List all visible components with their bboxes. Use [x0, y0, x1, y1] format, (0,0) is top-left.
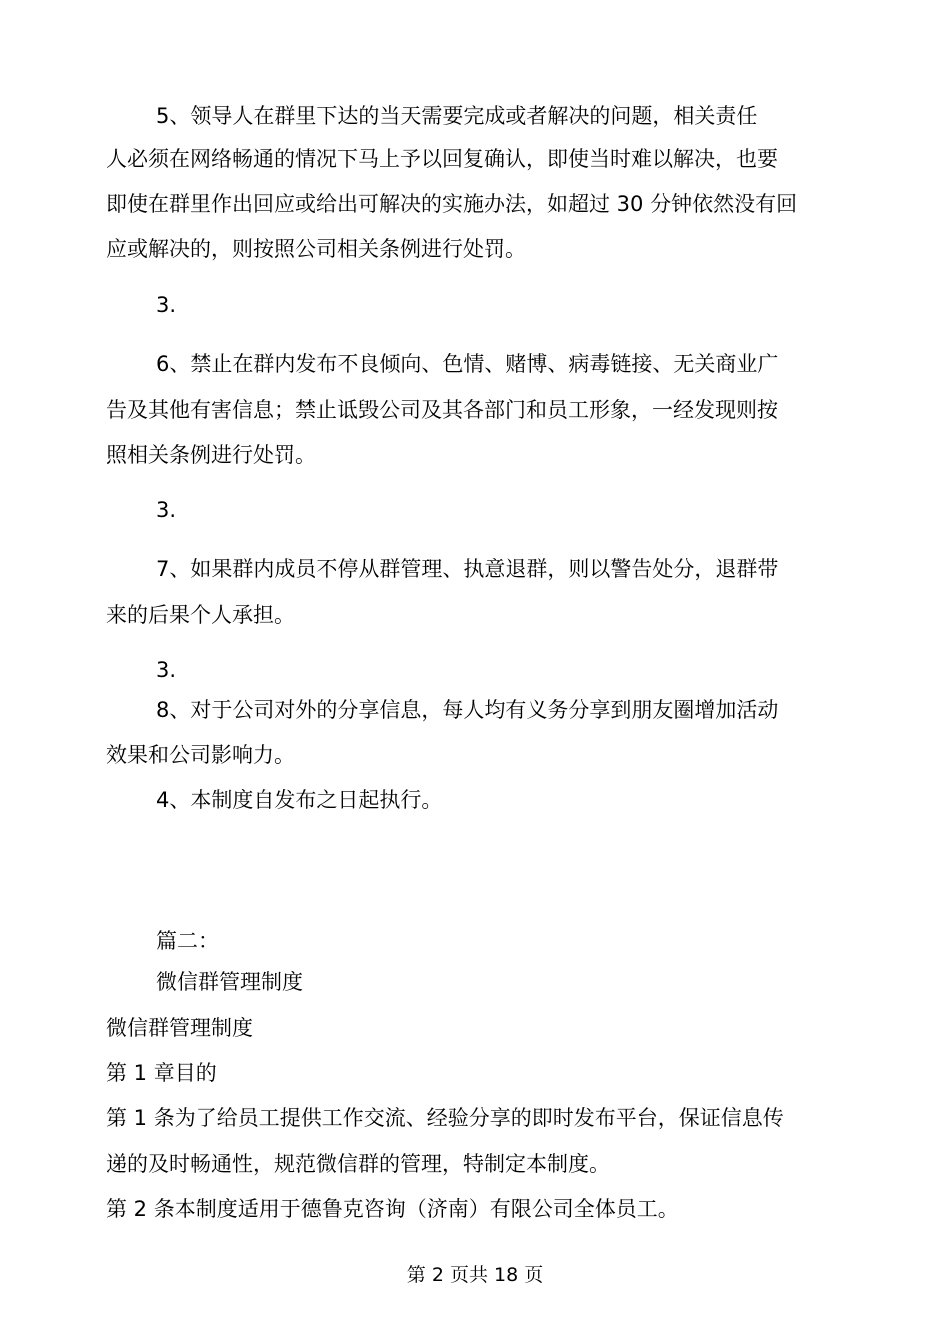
part-heading: 篇二： [156, 929, 219, 953]
section-number: 3. [156, 498, 177, 522]
article-1-line-2: 递的及时畅通性，规范微信群的管理，特制定本制度。 [106, 1152, 610, 1176]
paragraph-5-line-1: 5、领导人在群里下达的当天需要完成或者解决的问题，相关责任 [156, 104, 758, 128]
paragraph-8-line-1: 8、对于公司对外的分享信息，每人均有义务分享到朋友圈增加活动 [156, 698, 779, 722]
document-title-repeat: 微信群管理制度 [106, 1016, 253, 1040]
page-footer: 第 2 页共 18 页 [406, 1264, 544, 1286]
paragraph-5-line-4: 应或解决的，则按照公司相关条例进行处罚。 [106, 237, 526, 261]
closing-clause: 4、本制度自发布之日起执行。 [156, 788, 443, 812]
paragraph-5-line-2: 人必须在网络畅通的情况下马上予以回复确认，即使当时难以解决，也要 [106, 147, 778, 171]
paragraph-6-line-2: 告及其他有害信息；禁止诋毁公司及其各部门和员工形象，一经发现则按 [106, 398, 778, 422]
chapter-heading: 第 1 章目的 [106, 1061, 217, 1085]
paragraph-7-line-2: 来的后果个人承担。 [106, 603, 295, 627]
section-number: 3. [156, 293, 177, 317]
document-title: 微信群管理制度 [156, 970, 303, 994]
paragraph-6-line-3: 照相关条例进行处罚。 [106, 443, 316, 467]
article-1-line-1: 第 1 条为了给员工提供工作交流、经验分享的即时发布平台，保证信息传 [106, 1106, 784, 1130]
article-2: 第 2 条本制度适用于德鲁克咨询（济南）有限公司全体员工。 [106, 1197, 679, 1221]
paragraph-6-line-1: 6、禁止在群内发布不良倾向、色情、赌博、病毒链接、无关商业广 [156, 352, 779, 376]
paragraph-8-line-2: 效果和公司影响力。 [106, 743, 295, 767]
paragraph-5-line-3: 即使在群里作出回应或给出可解决的实施办法，如超过 30 分钟依然没有回 [106, 192, 798, 216]
section-number: 3. [156, 658, 177, 682]
paragraph-7-line-1: 7、如果群内成员不停从群管理、执意退群，则以警告处分，退群带 [156, 557, 779, 581]
